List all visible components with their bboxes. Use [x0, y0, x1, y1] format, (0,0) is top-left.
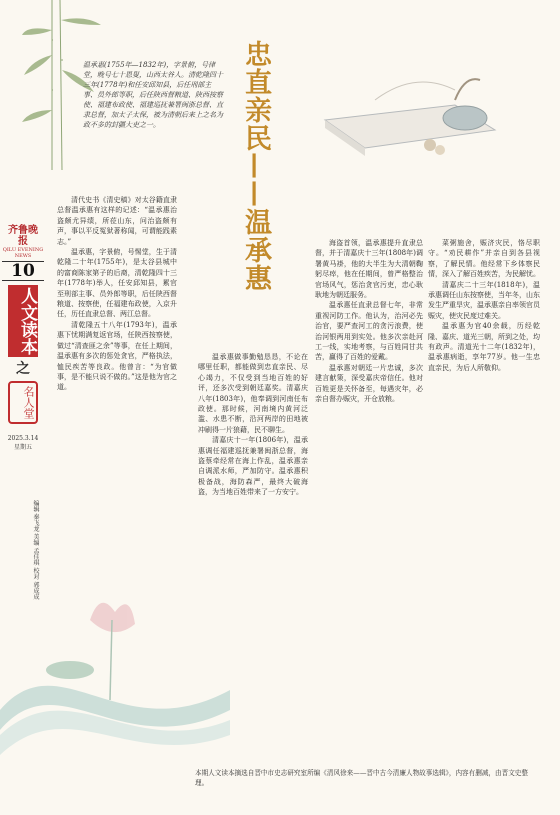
issue-date: 2025.3.14 [7, 435, 39, 442]
teapot-icon [305, 60, 505, 175]
paragraph: 清嘉庆十一年(1806年)，温承惠调任福建巡抚兼署闽浙总督，海盗蔡牵经常在海上作乱，温承惠亲自调派水师，严加防守。温承惠积极备战，海防森严，最终大破海盗，为当地百姓带来了一方安宁。 [198, 436, 308, 497]
issue-weekday: 星期五 [13, 444, 32, 451]
paragraph: 海盗首领，温承惠提升直隶总督，并于清嘉庆十三年(1808年)调署黄马褂，他的大半生为大清朝鞠躬尽瘁，他在任期间，曾严格整治官场风气，惩治贪官污吏，忠心耿耿地为朝廷服务。 [315, 239, 423, 300]
paragraph: 菜粥施舍，赈济灾民，恪尽职守。“劝民耕作”并亲自到各县视察，了解民情。他经常下乡体察民情，深入了解百姓疾苦，为民解忧。 [428, 239, 540, 279]
paragraph: 温承惠为官40余载，历经乾隆、嘉庆、道光三朝，所到之处，均有政声。清道光十二年(1832年)，温承惠病逝，享年77岁。他一生忠直亲民，为后人所敬仰。 [428, 322, 540, 372]
paragraph: 清嘉庆二十三年(1818年)，温承惠调任山东按察使，当年冬，山东发生严重旱灾，温承惠亲自率领官员赈灾，使灾民度过难关。 [428, 280, 540, 320]
paragraph: 温承惠做事勤勉恳恳，不论在哪里任职，都能做到忠直亲民、尽心竭力，不仅受到当地百姓的好评，还多次受到朝廷嘉奖。清嘉庆八年(1803年)，他奉调到河南任布政使。那时候，河南境内黄河泛滥、水患不断，沿河两岸的田地被冲刷得一片狼藉，民不聊生。 [198, 353, 308, 434]
article-column-2 [198, 352, 308, 498]
bio-intro: 温承惠(1755年—1832年)，字景俯，号律堂，晚号七十恩叟，山西太谷人。清乾隆四十三年(1778年)和任安邱知县，后任刑部主事、员外郎等职，后任陕西督粮道、陕西按察使、福建布政使、福建巡抚兼署闽浙总督、直隶总督，加太子太保，被为清朝后来上之名为政不多的封疆大吏之一。 [83, 61, 223, 129]
paragraph: 温承惠任直隶总督七年，非常重视河防工作。他认为，治河必先治官，要严查河工的贪污浪费，使治河银两用到实处。他多次亲赴河工一线，实地考察，与百姓同甘共苦，赢得了百姓的爱戴。 [315, 301, 423, 362]
page-number: 10 [2, 261, 44, 281]
staff-credits: 编辑 秦飞龙 美编 孟佳琪 校对 郭成成 [32, 500, 39, 600]
paragraph: 温承惠，字景俯，号惕堂，生于清乾隆二十年(1755年)，是太谷县城中的富商陈家第子的后裔，清乾隆四十三年(1778年)举人，任安邱知县，累官至刑部主事、员外郎等职，后任陕西督粮道、按察使，任福建布政使，入京升任，历任直隶总督、两江总督。 [57, 248, 177, 319]
newspaper-logo: 齐鲁晚报 [8, 225, 38, 247]
page-title: 忠直亲民——温承惠 [240, 40, 271, 292]
column-connector: 之 [16, 361, 30, 377]
series-seal: 名人堂 [8, 381, 38, 424]
footer-note: 本期人文读本摘选自晋中市史志研究室所编《清风徐来——晋中古今清廉人物故事选辑》，内容有删减，由晋文史整理。 [195, 769, 528, 787]
column-title: 人文读本 [8, 285, 38, 357]
paragraph: 温承惠对朝廷一片忠诚，多次建言献策，深受嘉庆帝信任。他对百姓更是关怀备至，每遇灾年，必亲自督办赈灾，开仓放粮。 [315, 363, 423, 404]
newspaper-logo-sub: QILU EVENING NEWS [2, 247, 44, 259]
article-column-1 [57, 195, 177, 393]
masthead [2, 225, 44, 452]
article-column-4 [428, 238, 540, 373]
paragraph: 清代史书《清史稿》对太谷籍直隶总督温承惠有这样的记述：“温承惠治盗颇尤异绩，所莅山东，问治盗颇有声，事以平反冤狱著称闻，可谓能践素志。” [57, 196, 177, 246]
article-column-3 [315, 238, 423, 405]
paragraph: 清乾隆五十八年(1793年)，温承惠下忧期满复返官场，任陕西按察使，做过“清查匪之余”等事，在任上期间，温承惠有多次的惩处贪官，严格执法，恤民疾苦等良政。他曾言：“为官做事，是不能只说不做的。”这是他为官之道。 [57, 320, 177, 392]
